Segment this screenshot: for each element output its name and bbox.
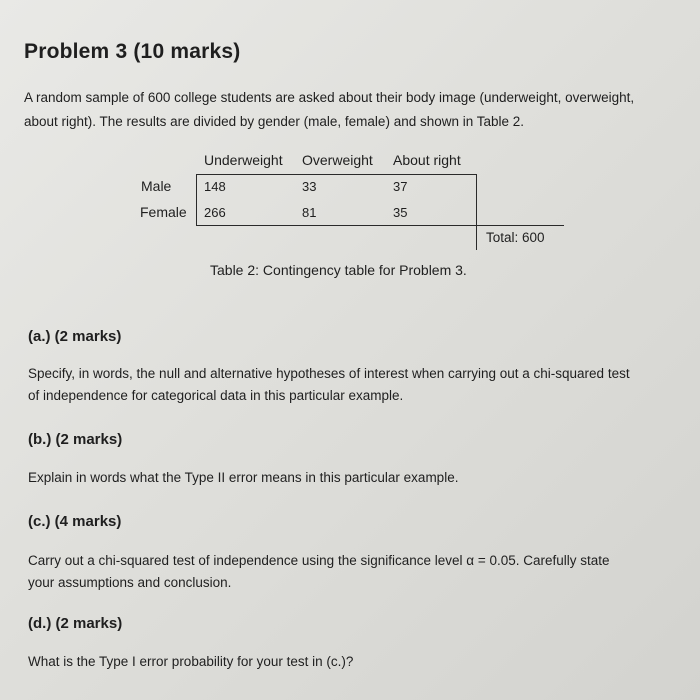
part-c-text bbox=[28, 550, 688, 594]
contingency-table bbox=[140, 150, 580, 260]
column-header-about-right: About right bbox=[393, 152, 461, 168]
table-total: Total: 600 bbox=[486, 230, 545, 245]
problem-title: Problem 3 (10 marks) bbox=[24, 40, 241, 63]
part-b-text bbox=[28, 467, 688, 489]
table-cell: 266 bbox=[204, 205, 226, 220]
table-cell: 37 bbox=[393, 179, 408, 194]
part-a-text bbox=[28, 363, 688, 407]
part-a-line: Specify, in words, the null and alternative hypotheses of interest when carrying out a chi-squared test bbox=[28, 366, 630, 381]
part-a-label: (a.) (2 marks) bbox=[28, 328, 122, 345]
part-a-line: of independence for categorical data in this particular example. bbox=[28, 388, 404, 403]
part-b-line: Explain in words what the Type II error means in this particular example. bbox=[28, 470, 459, 485]
problem-intro bbox=[24, 86, 689, 134]
table-left-border bbox=[196, 174, 197, 225]
intro-line: about right). The results are divided by gender (male, female) and shown in Table 2. bbox=[24, 114, 525, 129]
table-caption: Table 2: Contingency table for Problem 3. bbox=[210, 262, 467, 278]
table-right-border bbox=[476, 174, 477, 250]
part-c-label: (c.) (4 marks) bbox=[28, 513, 122, 530]
part-d-line: What is the Type I error probability for your test in (c.)? bbox=[28, 654, 354, 669]
table-bottom-border bbox=[196, 225, 564, 226]
column-header-underweight: Underweight bbox=[204, 152, 283, 168]
part-b-label: (b.) (2 marks) bbox=[28, 431, 123, 448]
table-cell: 81 bbox=[302, 205, 317, 220]
part-d-text bbox=[28, 651, 688, 673]
part-c-line: Carry out a chi-squared test of independence using the significance level α = 0.05. Carefully state bbox=[28, 553, 610, 568]
row-label-male: Male bbox=[141, 178, 172, 194]
table-cell: 35 bbox=[393, 205, 408, 220]
table-cell: 33 bbox=[302, 179, 317, 194]
part-c-line: your assumptions and conclusion. bbox=[28, 575, 232, 590]
intro-line: A random sample of 600 college students are asked about their body image (underweight, overweight, bbox=[24, 90, 635, 105]
table-top-border bbox=[196, 174, 477, 175]
column-header-overweight: Overweight bbox=[302, 152, 373, 168]
row-label-female: Female bbox=[140, 204, 187, 220]
part-d-label: (d.) (2 marks) bbox=[28, 615, 123, 632]
table-cell: 148 bbox=[204, 179, 226, 194]
